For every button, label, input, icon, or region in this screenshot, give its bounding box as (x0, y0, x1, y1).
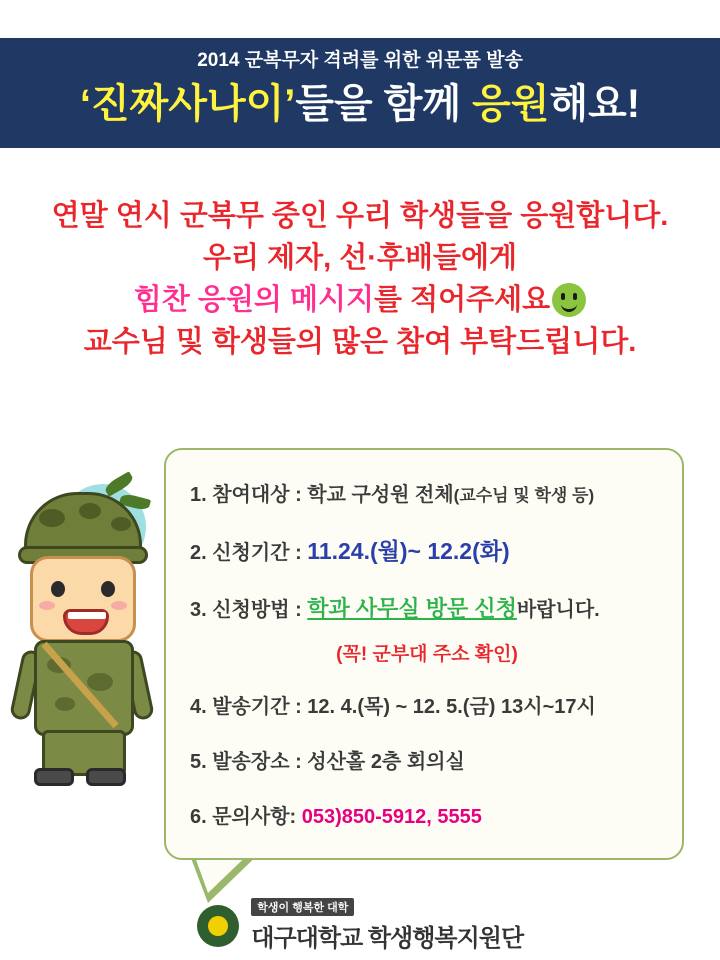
intro-line-3-rest: 를 적어주세요 (374, 284, 551, 316)
detail-item-6-value: 053)850-5912, 5555 (301, 806, 482, 828)
detail-item-5-label: 5. 발송장소 : (190, 751, 308, 773)
smiley-face-icon (552, 283, 586, 317)
detail-item-3-highlight: 학과 사무실 방문 신청 (307, 596, 517, 621)
detail-item-1-label: 1. 참여대상 : (190, 484, 308, 506)
detail-item-3-rest: 바랍니다. (516, 599, 600, 621)
detail-item-4-label: 4. 발송기간 : (190, 696, 308, 718)
header-title-end: 해요! (549, 82, 641, 126)
header-title-mid: 들을 함께 (295, 82, 473, 126)
intro-line-2: 우리 제자, 선·후배들에게 (203, 242, 517, 274)
soldier-mouth (63, 609, 109, 635)
footer-organization: 대구대학교 학생행복지원단 (251, 925, 524, 952)
header-title (0, 78, 720, 130)
address-check-note: (꼭! 군부대 주소 확인) (336, 644, 518, 665)
detail-item-4 (190, 690, 664, 719)
soldier-boot-left (34, 768, 74, 786)
header-subtitle: 2014 군복무자 격려를 위한 위문품 발송 (197, 50, 523, 71)
detail-item-6 (190, 800, 664, 829)
intro-line-3 (0, 279, 720, 321)
intro-line-1: 연말 연시 군복무 중인 우리 학생들을 응원합니다. (51, 200, 669, 232)
detail-item-2-value: 11.24.(월)~ 12.2(화) (307, 538, 510, 564)
header-title-highlight: 진짜사나이 (91, 82, 285, 126)
detail-item-5 (190, 745, 664, 774)
soldier-blush-right (111, 601, 127, 610)
soldier-eye-left (51, 581, 65, 597)
cartoon-soldier-illustration (8, 468, 168, 808)
detail-item-4-value: 12. 4.(목) ~ 12. 5.(금) 13시~17시 (307, 696, 596, 718)
header-banner (0, 38, 720, 148)
footer-tagline: 학생이 행복한 대학 (251, 898, 354, 916)
header-title-quote-open: ‘ (79, 82, 92, 126)
header-title-quote-close: ’ (284, 82, 296, 126)
soldier-blush-left (39, 601, 55, 610)
intro-paragraph (0, 195, 720, 363)
intro-line-3-highlight: 힘찬 응원의 메시지 (133, 284, 375, 316)
detail-item-6-label: 6. 문의사항: (190, 806, 302, 828)
soldier-eye-right (101, 581, 115, 597)
soldier-uniform-body (34, 640, 134, 736)
details-speech-bubble (164, 448, 684, 860)
detail-item-3-label: 3. 신청방법 : (190, 599, 308, 621)
header-title-highlight-2: 응원 (472, 82, 550, 126)
soldier-face (30, 556, 136, 642)
intro-line-4: 교수님 및 학생들의 많은 참여 부탁드립니다. (83, 326, 637, 358)
detail-item-2-label: 2. 신청기간 : (190, 542, 308, 564)
detail-item-3 (190, 592, 664, 623)
detail-item-2 (190, 533, 664, 566)
detail-item-1-note: (교수님 및 학생 등) (453, 486, 595, 505)
soldier-boot-right (86, 768, 126, 786)
detail-item-5-value: 성산홀 2층 회의실 (307, 751, 465, 773)
university-emblem-icon (197, 905, 239, 947)
detail-item-1 (190, 478, 664, 507)
footer (0, 898, 720, 953)
detail-item-1-value: 학교 구성원 전체 (307, 484, 454, 506)
